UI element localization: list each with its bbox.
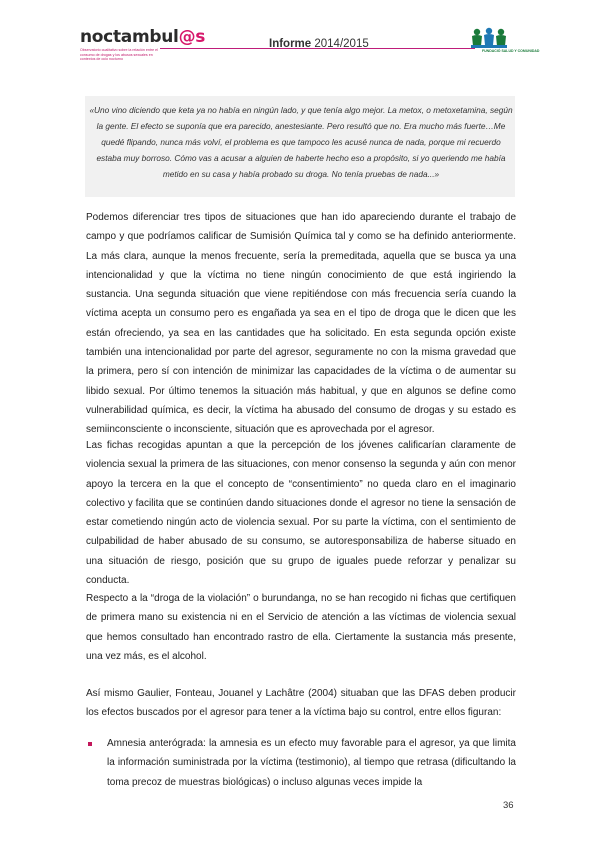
list-item [86,734,516,792]
page-header [0,0,600,90]
noctambulas-logo [80,27,206,62]
paragraph-perception: Las fichas recogidas apuntan a que la percepción de los jóvenes calificarían claramente de violencia sexual la primera de las situaciones, con menor consenso la segunda y aún con menor apoyo la tercera en la que el concepto de “consentimiento” no queda claro en el imaginario colectivo y facilita que se continúen dando situaciones donde el agresor no tiene la sensación de estar cometiendo ningún acto de violencia sexual. Por su parte la víctima, con el sentimiento de culpabilidad de haber abusado de su consumo, se autoresponsabiliza de haberse situado en una situación de riesgo, posición que su grupo de iguales puede reforzar y penalizar su conducta. [86,440,516,587]
bullet-marker [88,742,92,746]
logo-title-main: noctambul [80,27,179,47]
report-title [269,38,369,50]
logo-title-at: @s [178,27,206,47]
page-number: 36 [503,800,514,811]
salud-comunidad-logo-icon [463,26,523,60]
paragraph-dfas-effects: Así mismo Gaulier, Fonteau, Jouanel y Lachâtre (2004) situaban que las DFAS deben producir los efectos buscados por el agresor para tener a la víctima bajo su control, entre ellos figuran: [86,688,516,719]
salud-comunidad-logo-text: FUNDACIÓ SALUD Y COMUNIDAD [482,49,540,53]
testimony-quote: «Uno vino diciendo que keta ya no había en ningún lado, y que tenía algo mejor. La metox, o metoxetamina, según la gente. El efecto se suponía que era parecido, anestesiante. Pero resultó que no. Era mucho más fuerte…Me quedé flipando, nunca más volví, el problema es que tampoco les acusé nunca de nada, porque mi recuerdo estaba muy borroso. Cómo vas a acusar a alguien de haberte hecho eso a propósito, si yo queriendo me había metido en su casa y había probado su droga. No tenía pruebas de nada...» [89,105,513,180]
paragraph-situation-types: Podemos diferenciar tres tipos de situaciones que han ido apareciendo durante el trabajo de campo y que podríamos calificar de Sumisión Química tal y como se ha definido anteriormente. La más clara, aunque la menos frecuente, sería la premeditada, aquella que se busca ya una intencionalidad y que la víctima no tiene ningún conocimiento de que está ingiriendo la sustancia. Una segunda situación que viene repitiéndose con más frecuencia sería cuando la víctima acepta un consumo pero es engañada ya sea en el tipo de droga que le dicen que les están ofreciendo, ya sea en las cantidades que ha solicitado. En esta segunda opción existe también una intencionalidad por parte del agresor, seguramente no con la misma gravedad que la primera, pero sí con intención de minimizar las capacidades de la víctima o de aumentar su libido sexual. Por último tenemos la situación más habitual, y que en algunos se define como vulnerabilidad química, es decir, la víctima ha abusado del consumo de drogas y su estado es semiinconsciente o inconsciente, situación que es aprovechada por el agresor. [86,212,516,436]
logo-tagline: Observatorio cualitativo sobre la relación entre el consumo de drogas y los abusos sexuales en contextos de ocio nocturno [80,48,158,62]
paragraph-burundanga: Respecto a la “droga de la violación” o burundanga, no se han recogido ni fichas que certifiquen de primera mano su existencia ni en el Servicio de atención a las víctimas de violencia sexual que hemos consultado han encontrado rastro de ella. Ciertamente la sustancia más presente, una vez más, es el alcohol. [86,593,516,662]
report-title-bold: Informe [269,38,312,50]
report-title-years: 2014/2015 [314,38,369,50]
list-item-text: Amnesia anterógrada: la amnesia es un efecto muy favorable para el agresor, ya que limita la información suministrada por la víctima (testimonio), al tiempo que retrasa (dificultando la toma precoz de muestras biológicas) o incluso algunas veces impide la [107,738,516,788]
testimony-quote-box [85,96,515,197]
logo-title [80,27,206,47]
